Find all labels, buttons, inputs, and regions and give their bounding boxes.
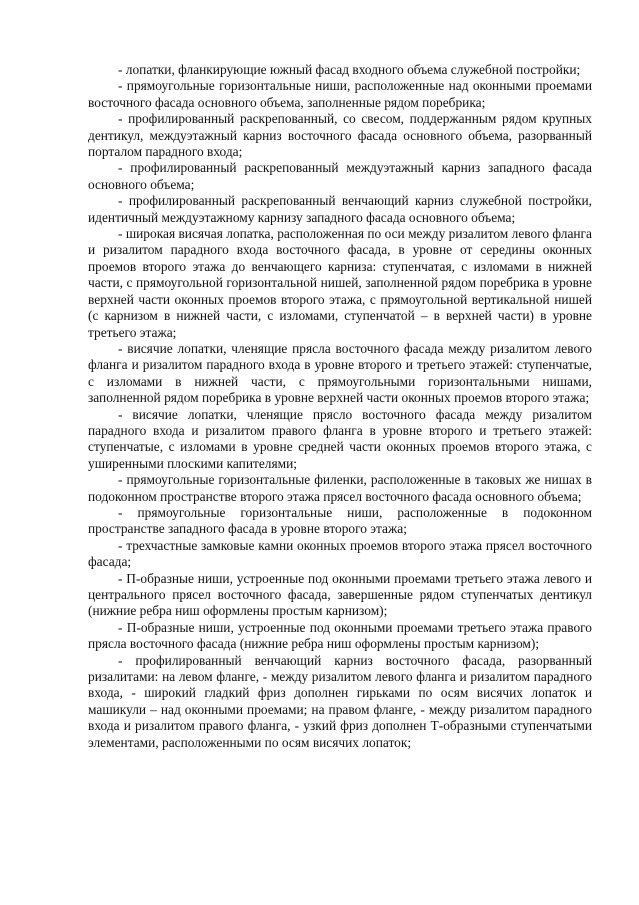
paragraph-8: - висячие лопатки, членящие прясло восточного фасада между ризалитом парадного входа и ризалитом правого фланга в уровне второго и третьего этажей: ступенчатые, с изломами в уровне средней части оконных проемов второго этажа, с уширенными плоскими капителями; [88, 406, 592, 471]
paragraph-12: - П-образные ниши, устроенные под оконными проемами третьего этажа левого и центрального прясел восточного фасада, завершенные рядом ступенчатых дентикул (нижние ребра ниш оформлены простым карнизом); [88, 570, 592, 619]
paragraph-6: - широкая висячая лопатка, расположенная по оси между ризалитом левого фланга и ризалитом парадного входа восточного фасада, в уровне от середины оконных проемов второго этажа до венчающего карниза: ступенчатая, с изломами в нижней части, с прямоугольной горизонтальной нишей, заполненной рядом поребрика в уровне верхней части оконных проемов второго этажа, с прямоугольной вертикальной нишей (с карнизом в нижней части, с изломами, ступенчатой – в верхней части) в уровне третьего этажа; [88, 226, 592, 340]
paragraph-14: - профилированный венчающий карниз восточного фасада, разорванный ризалитами: на левом фланге, - между ризалитом левого фланга и ризалитом парадного входа, - широкий гладкий фриз дополнен гирьками по осям висячих лопаток и машикули – над оконными проемами; на правом фланге, - между ризалитом парадного входа и ризалитом правого фланга, - узкий фриз дополнен Т-образными ступенчатыми элементами, расположенными по осям висячих лопаток; [88, 652, 592, 750]
paragraph-1: - лопатки, фланкирующие южный фасад входного объема служебной постройки; [118, 62, 581, 77]
paragraph-7: - висячие лопатки, членящие прясла восточного фасада между ризалитом левого фланга и ризалитом парадного входа в уровне второго и третьего этажей: ступенчатые, с изломами в нижней части, с прямоугольными горизонтальными нишами, заполненной рядом поребрика в уровне верхней части оконных проемов второго этажа; [88, 340, 592, 406]
document-page [88, 62, 592, 751]
paragraph-10: - прямоугольные горизонтальные ниши, расположенные в подоконном пространстве западного фасада в уровне второго этажа; [88, 504, 592, 537]
paragraph-4: - профилированный раскрепованный междуэтажный карниз западного фасада основного объема; [88, 160, 592, 192]
paragraph-5: - профилированный раскрепованный венчающий карниз служебной постройки, идентичный междуэтажному карнизу западного фасада основного объема; [88, 193, 592, 225]
paragraph-3: - профилированный раскрепованный, со свесом, поддержанным рядом крупных дентикул, междуэтажный карниз восточного фасада основного объема, разорванный порталом парадного входа; [88, 111, 592, 160]
paragraph-9: - прямоугольные горизонтальные филенки, расположенные в таковых же нишах в подоконном пространстве второго этажа прясел восточного фасада основного объема; [88, 472, 592, 504]
paragraph-13: - П-образные ниши, устроенные под оконными проемами третьего этажа правого прясла восточного фасада (нижние ребра ниш оформлены простым карнизом); [88, 619, 592, 652]
paragraph-11: - трехчастные замковые камни оконных проемов второго этажа прясел восточного фасада; [88, 537, 592, 570]
paragraph-2: - прямоугольные горизонтальные ниши, расположенные над оконными проемами восточного фасада основного объема, заполненные рядом поребрика; [88, 78, 592, 110]
